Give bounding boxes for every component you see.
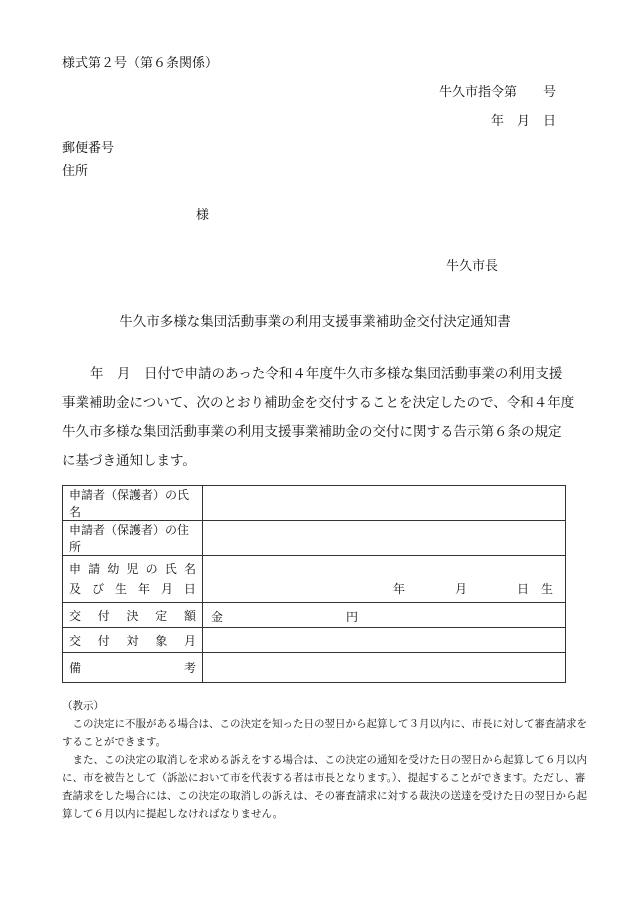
child-name-label: 申 請 幼 児 の 氏 名 — [69, 562, 196, 576]
notice-line: この決定に不服がある場合は、この決定を知った日の翌日から起算して３月以内に、市長に対して審査請求を — [62, 718, 587, 730]
table-row — [63, 628, 566, 653]
table-row — [63, 556, 566, 603]
remarks-value — [203, 653, 566, 683]
postal-code-label: 郵便番号 — [62, 141, 115, 156]
appeal-notice — [62, 697, 587, 823]
body-line: 事業補助金について、次のとおり補助金を交付することを決定したので、令和４年度 — [62, 395, 575, 411]
birth-day-label: 日 生 — [516, 582, 553, 596]
notice-heading: （教示） — [62, 700, 104, 712]
applicant-name-label: 申請者（保護者）の氏名 — [63, 486, 203, 521]
birth-year-label: 年 — [393, 582, 406, 596]
notice-line: また、この決定の取消しを求める訴えをする場合は、この決定の通知を受けた日の翌日から起算して６月以内 — [62, 754, 587, 766]
recipient-honorific: 様 — [196, 208, 210, 223]
body-line: に基づき通知します。 — [62, 453, 196, 469]
child-birthdate-label: 及 び 生 年 月 日 — [69, 582, 196, 596]
document-date: 年 月 日 — [490, 114, 556, 129]
grant-info-table — [62, 485, 566, 683]
child-name-birth-label — [63, 556, 203, 603]
document-title: 牛久市多様な集団活動事業の利用支援事業補助金交付決定通知書 — [119, 314, 511, 330]
table-row — [63, 653, 566, 683]
grant-month-value — [203, 628, 566, 653]
body-line: 年 月 日付で申請のあった令和４年度牛久市多様な集団活動事業の利用支援 — [90, 366, 563, 382]
notice-line: 査請求をした場合には、この決定の取消しの訴えは、その審査請求に対する裁決の送達を受けた日の翌日から起 — [62, 790, 587, 802]
body-text — [62, 360, 575, 476]
grant-amount-value — [203, 603, 566, 628]
grant-month-label: 交 付 対 象 月 — [63, 628, 203, 653]
table-row — [63, 486, 566, 521]
notice-line: することができます。 — [62, 736, 167, 748]
amount-prefix: 金 — [211, 610, 224, 624]
issuer-name: 牛久市長 — [446, 259, 499, 274]
address-label: 住所 — [62, 164, 89, 179]
table-row — [63, 521, 566, 556]
remarks-label: 備 考 — [63, 653, 203, 683]
applicant-name-value — [203, 486, 566, 521]
body-line: 牛久市多様な集団活動事業の利用支援事業補助金の交付に関する告示第６条の規定 — [62, 424, 562, 440]
applicant-address-value — [203, 521, 566, 556]
child-name-birth-value — [203, 556, 566, 603]
birth-month-label: 月 — [454, 582, 467, 596]
applicant-address-label: 申請者（保護者）の住所 — [63, 521, 203, 556]
form-label: 様式第２号（第６条関係） — [62, 56, 219, 71]
amount-yen-unit: 円 — [346, 610, 359, 624]
birthdate-fields — [393, 580, 553, 597]
grant-amount-label: 交 付 決 定 額 — [63, 603, 203, 628]
notice-line: に、市を被告として（訴訟において市を代表する者は市長となります。）、提起することができます。ただし、審 — [62, 772, 586, 784]
table-row — [63, 603, 566, 628]
notice-line: 算して６月以内に提起しなければなりません。 — [62, 808, 284, 820]
document-number: 牛久市指令第 号 — [438, 85, 556, 100]
